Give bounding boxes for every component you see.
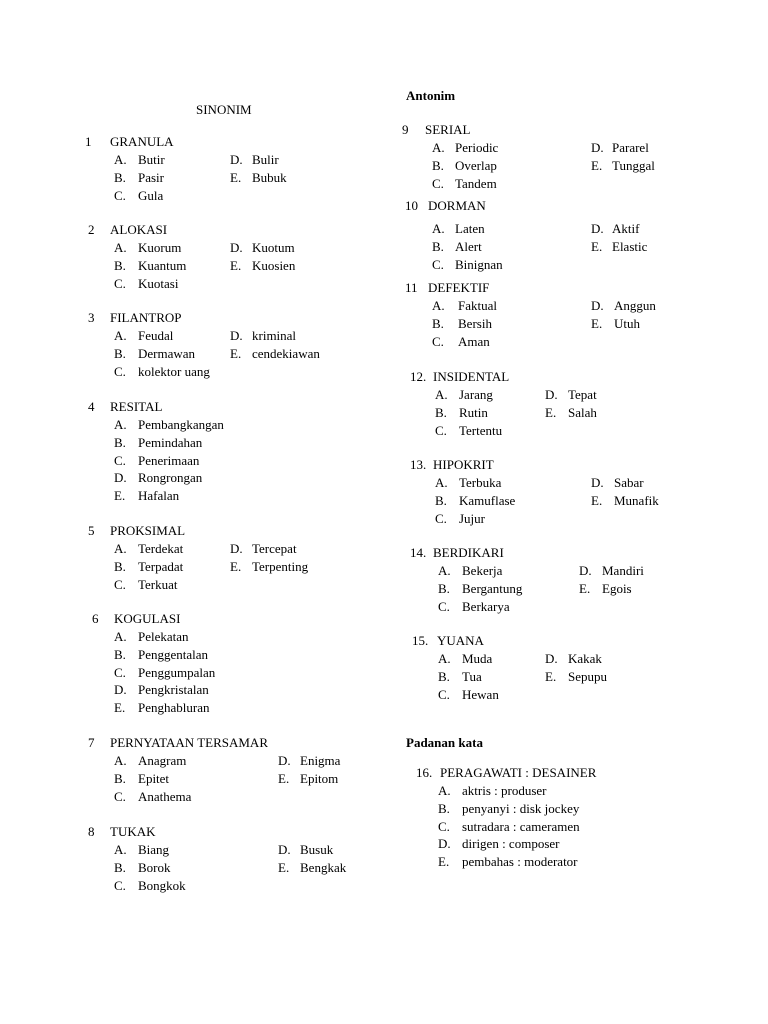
- question-word: KOGULASI: [114, 611, 181, 626]
- padanan-heading: Padanan kata: [406, 735, 483, 750]
- option-letter: A.: [432, 298, 445, 313]
- option-letter: A.: [114, 629, 127, 644]
- option-text: Mandiri: [602, 563, 644, 578]
- question-word: HIPOKRIT: [433, 457, 494, 472]
- option-letter: A.: [114, 240, 127, 255]
- question-number: 4: [88, 399, 95, 414]
- option-text: Kuantum: [138, 258, 187, 273]
- question-number: 2: [88, 222, 95, 237]
- option-letter: B.: [114, 170, 126, 185]
- question-word: FILANTROP: [110, 310, 182, 325]
- question-word: BERDIKARI: [433, 545, 504, 560]
- option-letter: E.: [579, 581, 591, 596]
- option-letter: D.: [230, 152, 243, 167]
- option-text: sutradara : cameramen: [462, 818, 580, 834]
- option-text: kolektor uang: [138, 364, 210, 379]
- option-text: Terbuka: [459, 475, 502, 490]
- option-letter: D.: [591, 140, 604, 155]
- option-text: Kakak: [568, 651, 602, 666]
- option-letter: E.: [230, 170, 242, 185]
- option-text: Bengkak: [300, 860, 347, 875]
- option-letter: E.: [545, 669, 557, 684]
- option-text: Anagram: [138, 753, 187, 768]
- option-letter: D.: [591, 298, 604, 313]
- option-text: Kuotum: [252, 240, 295, 255]
- option-letter: E.: [591, 239, 603, 254]
- option-letter: A.: [114, 842, 127, 857]
- option-text: Utuh: [614, 316, 640, 331]
- option-text: Tertentu: [459, 423, 503, 438]
- option-text: Pasir: [138, 170, 164, 185]
- option-text: Jujur: [459, 511, 485, 526]
- option-letter: A.: [114, 328, 127, 343]
- question-number: 15.: [412, 633, 429, 648]
- option-text: Pelekatan: [138, 629, 189, 644]
- question-word: DEFEKTIF: [428, 280, 490, 295]
- option-letter: C.: [432, 334, 444, 349]
- option-letter: A.: [438, 651, 451, 666]
- option-text: Aman: [458, 334, 490, 349]
- option-text: kriminal: [252, 328, 297, 343]
- option-text: Penggentalan: [138, 646, 209, 662]
- option-letter: A.: [435, 387, 448, 402]
- option-text: Penerimaan: [138, 452, 200, 468]
- question-word: RESITAL: [110, 399, 163, 414]
- option-letter: C.: [432, 257, 444, 272]
- option-text: Terpadat: [138, 559, 184, 574]
- option-letter: E.: [591, 316, 603, 331]
- option-letter: A.: [432, 140, 445, 155]
- option-text: Hewan: [462, 687, 499, 702]
- option-text: Sepupu: [568, 669, 607, 684]
- option-letter: A.: [438, 783, 451, 798]
- option-text: Jarang: [459, 387, 493, 402]
- option-text: Feudal: [138, 328, 174, 343]
- option-letter: D.: [579, 563, 592, 578]
- option-letter: B.: [438, 669, 450, 684]
- option-text: Anggun: [614, 298, 656, 313]
- option-letter: C.: [114, 364, 126, 379]
- option-text: penyanyi : disk jockey: [462, 800, 580, 816]
- option-text: Busuk: [300, 842, 334, 857]
- option-letter: C.: [114, 577, 126, 592]
- option-letter: D.: [114, 682, 127, 698]
- option-letter: A.: [432, 221, 445, 236]
- question-word: INSIDENTAL: [433, 369, 510, 384]
- option-text: Periodic: [455, 140, 499, 155]
- option-text: Terkuat: [138, 577, 178, 592]
- option-text: Tepat: [568, 387, 597, 402]
- question-number: 16.: [416, 765, 433, 780]
- option-text: Egois: [602, 581, 632, 596]
- option-text: Tua: [462, 669, 482, 684]
- option-text: Hafalan: [138, 488, 180, 503]
- option-text: Sabar: [614, 475, 644, 490]
- option-letter: B.: [432, 239, 444, 254]
- option-text: Pembangkangan: [138, 417, 224, 432]
- option-text: Kamuflase: [459, 493, 516, 508]
- question-word: ALOKASI: [110, 222, 168, 237]
- option-letter: A.: [114, 541, 127, 556]
- option-text: Tunggal: [612, 158, 655, 173]
- option-text: Bekerja: [462, 563, 503, 578]
- option-letter: B.: [114, 434, 126, 450]
- option-letter: C.: [114, 878, 126, 893]
- option-text: Tercepat: [252, 541, 297, 556]
- option-text: Terdekat: [138, 541, 184, 556]
- question-number: 11: [405, 280, 418, 295]
- option-text: Alert: [455, 239, 482, 254]
- option-letter: D.: [545, 387, 558, 402]
- option-letter: A.: [114, 417, 127, 432]
- option-letter: E.: [438, 854, 450, 869]
- question-number: 10: [405, 198, 418, 213]
- option-letter: A.: [114, 152, 127, 167]
- antonim-heading: Antonim: [406, 88, 456, 103]
- option-text: Pengkristalan: [138, 682, 209, 698]
- question-number: 12.: [410, 369, 427, 384]
- question-number: 8: [88, 824, 95, 839]
- option-letter: C.: [114, 188, 126, 203]
- question-number: 9: [402, 122, 409, 137]
- option-letter: A.: [438, 563, 451, 578]
- option-text: Biang: [138, 842, 170, 857]
- option-text: Bersih: [458, 316, 492, 331]
- option-text: Enigma: [300, 753, 341, 768]
- question-word: TUKAK: [110, 824, 156, 839]
- option-text: Kuosien: [252, 258, 296, 273]
- option-text: Terpenting: [252, 559, 309, 574]
- option-letter: D.: [278, 753, 291, 768]
- option-text: cendekiawan: [252, 346, 320, 361]
- option-text: Gula: [138, 188, 164, 203]
- option-text: Anathema: [138, 789, 192, 804]
- option-text: Elastic: [612, 239, 648, 254]
- option-letter: D.: [230, 328, 243, 343]
- question-word: DORMAN: [428, 198, 486, 213]
- question-word: GRANULA: [110, 134, 174, 149]
- option-letter: A.: [435, 475, 448, 490]
- option-text: Aktif: [612, 221, 640, 236]
- option-text: Bubuk: [252, 170, 287, 185]
- option-text: Penghabluran: [138, 700, 210, 715]
- question-word: PERAGAWATI : DESAINER: [440, 765, 597, 780]
- option-text: Munafik: [614, 493, 659, 508]
- option-letter: D.: [438, 836, 451, 852]
- option-letter: B.: [432, 316, 444, 331]
- option-letter: D.: [591, 221, 604, 236]
- question-word: SERIAL: [425, 122, 471, 137]
- option-letter: C.: [435, 511, 447, 526]
- option-letter: B.: [114, 860, 126, 875]
- option-text: Overlap: [455, 158, 497, 173]
- option-text: Kuotasi: [138, 276, 179, 291]
- option-letter: B.: [435, 493, 447, 508]
- option-text: Binignan: [455, 257, 503, 272]
- option-letter: A.: [114, 753, 127, 768]
- question-word: PERNYATAAN TERSAMAR: [110, 735, 268, 750]
- question-number: 13.: [410, 457, 427, 472]
- option-text: Kuorum: [138, 240, 182, 255]
- option-letter: E.: [545, 405, 557, 420]
- option-letter: D.: [230, 541, 243, 556]
- question-number: 6: [92, 611, 99, 626]
- question-word: YUANA: [437, 633, 484, 648]
- option-letter: C.: [438, 818, 450, 834]
- option-letter: C.: [114, 664, 126, 680]
- question-number: 5: [88, 523, 95, 538]
- option-letter: D.: [591, 475, 604, 490]
- question-number: 14.: [410, 545, 427, 560]
- question-word: PROKSIMAL: [110, 523, 186, 538]
- option-letter: E.: [591, 158, 603, 173]
- option-letter: C.: [435, 423, 447, 438]
- option-letter: B.: [114, 258, 126, 273]
- option-letter: E.: [278, 860, 290, 875]
- option-letter: C.: [438, 687, 450, 702]
- option-text: pembahas : moderator: [462, 854, 578, 869]
- option-letter: E.: [278, 771, 290, 786]
- option-letter: E.: [230, 559, 242, 574]
- option-letter: D.: [114, 470, 127, 486]
- option-text: Butir: [138, 152, 165, 167]
- option-text: aktris : produser: [462, 783, 547, 798]
- option-letter: E.: [230, 258, 242, 273]
- option-letter: C.: [438, 599, 450, 614]
- option-letter: B.: [114, 559, 126, 574]
- option-letter: E.: [230, 346, 242, 361]
- question-number: 1: [85, 134, 92, 149]
- sinonim-heading: SINONIM: [196, 102, 252, 117]
- option-letter: D.: [230, 240, 243, 255]
- option-text: Rutin: [459, 405, 488, 420]
- option-text: Dermawan: [138, 346, 196, 361]
- option-letter: B.: [114, 346, 126, 361]
- option-letter: E.: [114, 488, 126, 503]
- option-text: dirigen : composer: [462, 836, 560, 852]
- option-letter: C.: [114, 452, 126, 468]
- option-letter: B.: [114, 771, 126, 786]
- option-text: Epitom: [300, 771, 339, 786]
- option-text: Pemindahan: [138, 434, 203, 450]
- option-text: Bongkok: [138, 878, 186, 893]
- option-text: Penggumpalan: [138, 664, 216, 680]
- option-letter: D.: [278, 842, 291, 857]
- option-text: Pararel: [612, 140, 649, 155]
- option-text: Berkarya: [462, 599, 510, 614]
- option-letter: E.: [591, 493, 603, 508]
- option-letter: B.: [432, 158, 444, 173]
- option-letter: B.: [435, 405, 447, 420]
- option-letter: B.: [114, 646, 126, 662]
- option-text: Bulir: [252, 152, 279, 167]
- question-number: 7: [88, 735, 95, 750]
- option-text: Faktual: [458, 298, 497, 313]
- option-text: Muda: [462, 651, 493, 666]
- option-letter: C.: [432, 176, 444, 191]
- option-letter: E.: [114, 700, 126, 715]
- option-text: Bergantung: [462, 581, 523, 596]
- option-letter: C.: [114, 276, 126, 291]
- question-number: 3: [88, 310, 95, 325]
- option-letter: D.: [545, 651, 558, 666]
- option-letter: B.: [438, 800, 450, 816]
- option-letter: B.: [438, 581, 450, 596]
- option-letter: C.: [114, 789, 126, 804]
- option-text: Rongrongan: [138, 470, 203, 486]
- option-text: Laten: [455, 221, 485, 236]
- option-text: Salah: [568, 405, 597, 420]
- option-text: Borok: [138, 860, 171, 875]
- option-text: Tandem: [455, 176, 497, 191]
- option-text: Epitet: [138, 771, 170, 786]
